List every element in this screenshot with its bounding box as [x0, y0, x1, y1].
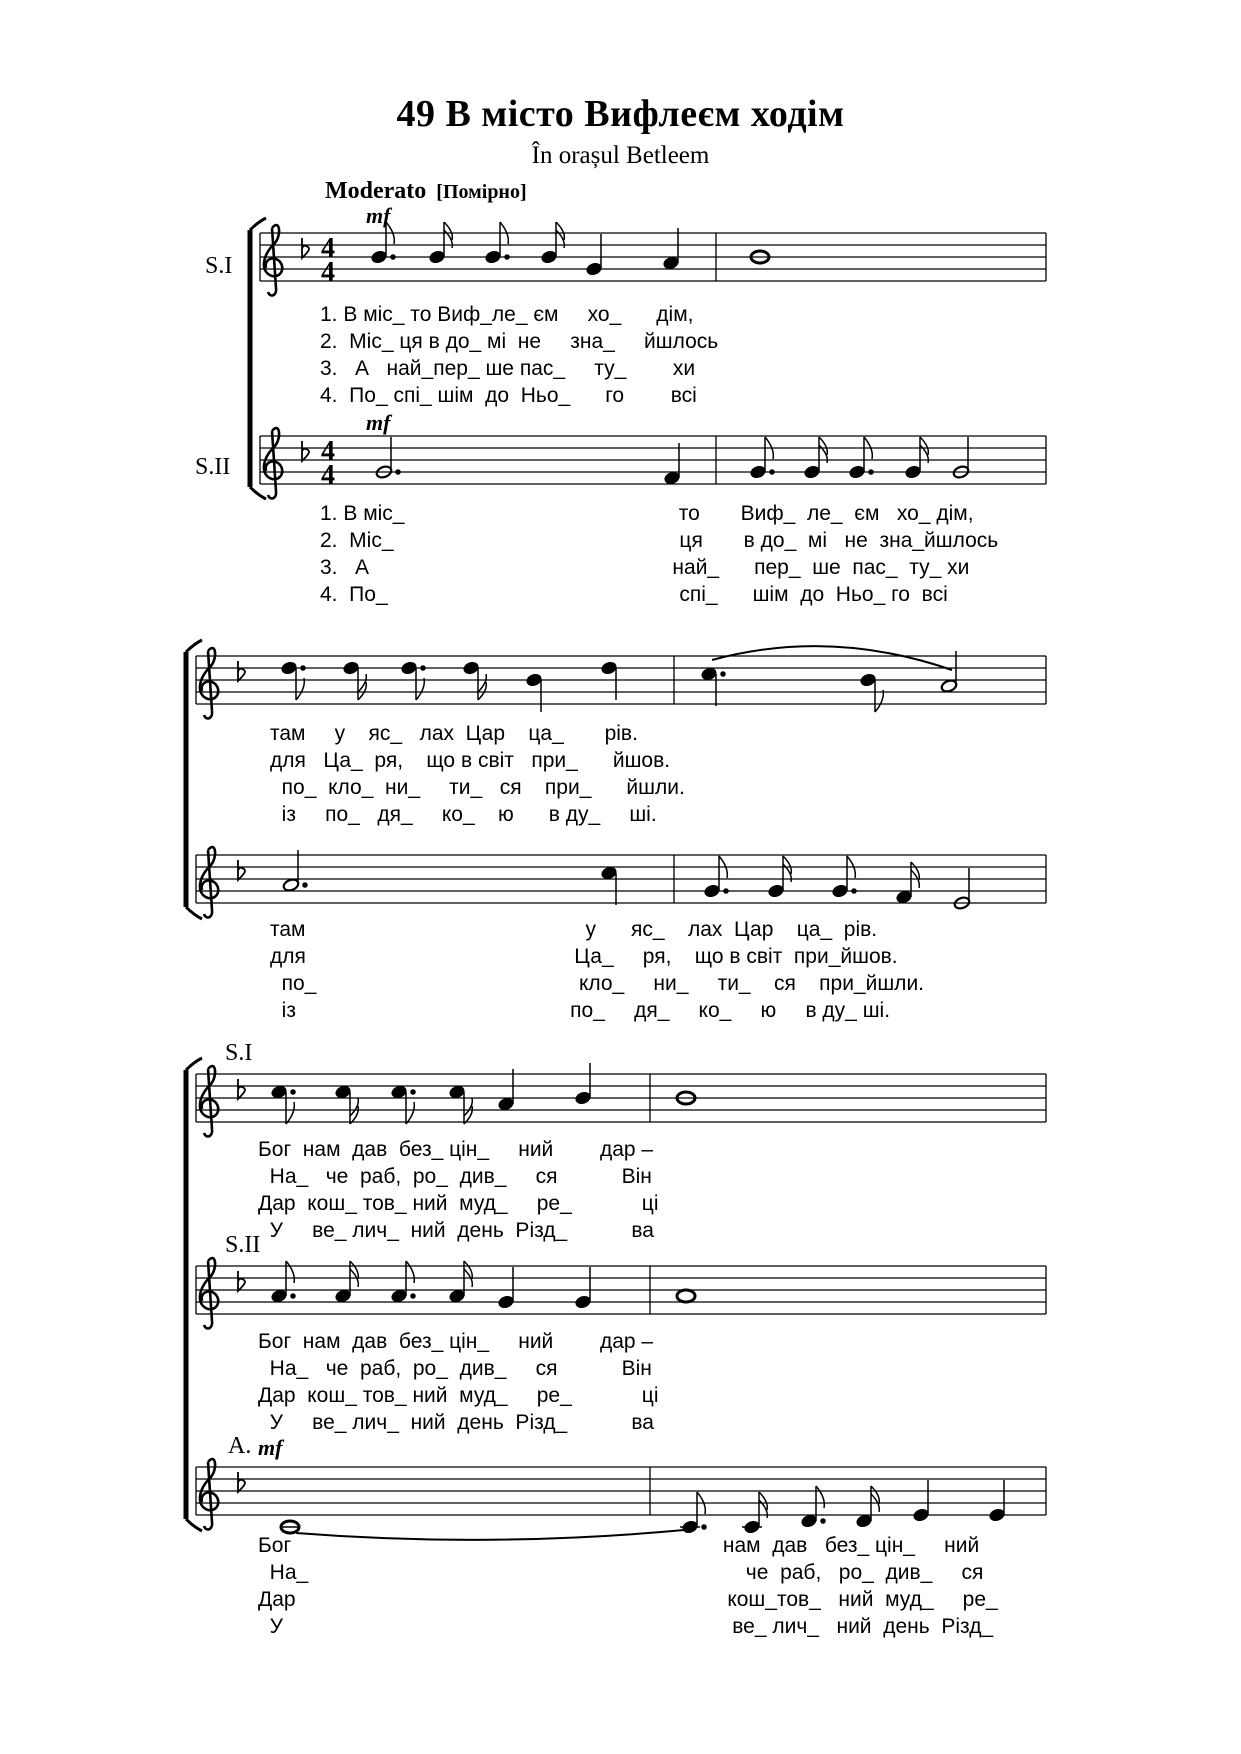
flat-icon — [302, 441, 309, 461]
flat-icon — [238, 1472, 245, 1492]
flat-icon — [238, 1079, 245, 1099]
lyric-sys3-a-v2: На_ че раб, ро_ див_ ся — [258, 1561, 984, 1584]
lyric-sys2-s2-v3: по_ кло_ ни_ ти_ ся при_йшли. — [270, 972, 925, 995]
lyric-sys3-a-v3: Дар кош_тов_ ний муд_ ре_ — [258, 1588, 998, 1611]
dynamic-mf-s1: mf — [366, 203, 391, 228]
voice-label-s2-sys3: S.II — [225, 1232, 261, 1258]
lyric-sys3-s2-v3: Дар кош_ тов_ ний муд_ ре_ ці — [258, 1384, 659, 1407]
staff-s1-sys3 — [196, 1074, 1046, 1122]
lyric-sys2-s2-v2: для Ца_ ря, що в світ при_йшов. — [270, 945, 898, 968]
notes-s2-sys1 — [375, 437, 970, 485]
dynamic-mf-alto: mf — [258, 1435, 283, 1460]
lyric-sys3-s2-v1: Бог нам дав без_ цін_ ний дар – — [258, 1330, 654, 1353]
lyric-sys3-s2-v2: На_ че раб, ро_ див_ ся Він — [258, 1357, 652, 1380]
staff-s1-sys2 — [196, 656, 1046, 704]
tempo-translation: [Помірно] — [436, 181, 527, 203]
lyric-sys2-s1-v3: по_ кло_ ни_ ти_ ся при_ йшли. — [270, 776, 685, 799]
flat-icon — [238, 1271, 245, 1291]
lyric-sys1-s1-v2: 2. Міс_ ця в до_ мі не зна_ йшлось — [320, 330, 719, 353]
tempo-text: Moderato — [325, 178, 427, 204]
system-2 — [186, 640, 1046, 919]
system-3 — [186, 1058, 1046, 1540]
notes-s2-sys2 — [282, 850, 971, 910]
voice-label-alto: A. — [228, 1433, 252, 1459]
lyric-sys3-s1-v4: У ве_ лич_ ний день Різд_ ва — [258, 1219, 654, 1242]
lyric-sys3-s1-v3: Дар кош_ тов_ ний муд_ ре_ ці — [258, 1192, 659, 1215]
notes-s1-sys3 — [271, 1063, 695, 1124]
voice-label-s1: S.I — [205, 253, 233, 279]
flat-icon — [238, 661, 245, 681]
song-title: 49 В місто Вифлеєм ходім — [396, 93, 845, 135]
system-1 — [250, 218, 1046, 499]
lyric-sys1-s1-v4: 4. По_ спі_ шім до Ньо_ го всі — [320, 384, 697, 407]
svg-text:4: 4 — [321, 460, 335, 491]
lyric-sys1-s1-v3: 3. А най_пер_ ше пас_ ту_ хи — [320, 357, 696, 380]
staff-alto-sys3 — [196, 1467, 1046, 1515]
svg-text:4: 4 — [321, 233, 335, 264]
treble-clef-icon — [264, 428, 282, 498]
treble-clef-icon — [200, 1258, 218, 1328]
song-subtitle: În orașul Betleem — [531, 142, 710, 169]
voice-label-s2: S.II — [195, 454, 231, 480]
lyric-sys2-s1-v2: для Ца_ ря, що в світ при_ йшов. — [270, 749, 671, 772]
notes-alto-sys3 — [280, 1480, 1005, 1540]
lyric-sys3-s1-v2: На_ че раб, ро_ див_ ся Він — [258, 1165, 652, 1188]
svg-text:4: 4 — [321, 436, 335, 467]
lyric-sys3-s2-v4: У ве_ лич_ ний день Різд_ ва — [258, 1411, 654, 1434]
lyric-sys2-s1-v1: там у яс_ лах Цар ца_ рів. — [270, 722, 638, 745]
notes-s1-sys1 — [371, 222, 769, 276]
lyric-sys2-s1-v4: із по_ дя_ ко_ ю в ду_ ші. — [270, 803, 657, 826]
lyric-sys3-a-v1: Бог нам дав без_ цін_ ний — [258, 1534, 980, 1557]
lyric-sys2-s2-v1: там у яс_ лах Цар ца_ рів. — [270, 918, 878, 941]
lyric-sys3-s1-v1: Бог нам дав без_ цін_ ний дар – — [258, 1138, 654, 1161]
flat-icon — [238, 860, 245, 880]
lyric-sys2-s2-v4: із по_ дя_ ко_ ю в ду_ ші. — [270, 999, 891, 1022]
svg-text:4: 4 — [321, 257, 335, 288]
flat-icon — [302, 238, 309, 258]
time-signature-sys1 — [321, 233, 335, 491]
treble-clef-icon — [200, 1459, 218, 1529]
lyric-sys1-s2-v4: 4. По_ спі_ шім до Ньо_ го всі — [320, 583, 948, 606]
staff-s2-sys3 — [196, 1266, 1046, 1314]
dynamic-mf-s2: mf — [366, 410, 391, 435]
lyric-sys1-s2-v3: 3. А най_ пер_ ше пас_ ту_ хи — [320, 556, 970, 579]
treble-clef-icon — [200, 1066, 218, 1136]
lyric-sys1-s2-v1: 1. В міс_ то Виф_ ле_ єм хо_ дім, — [320, 502, 974, 525]
voice-label-s1-sys3: S.I — [225, 1040, 253, 1066]
treble-clef-icon — [200, 847, 218, 917]
lyric-sys1-s2-v2: 2. Міс_ ця в до_ мі не зна_йшлось — [320, 529, 999, 552]
lyric-sys3-a-v4: У ве_ лич_ ний день Різд_ — [258, 1615, 994, 1638]
lyric-sys1-s1-v1: 1. В міс_ то Виф_ле_ єм хо_ дім, — [320, 303, 694, 326]
treble-clef-icon — [200, 648, 218, 718]
treble-clef-icon — [264, 225, 282, 295]
